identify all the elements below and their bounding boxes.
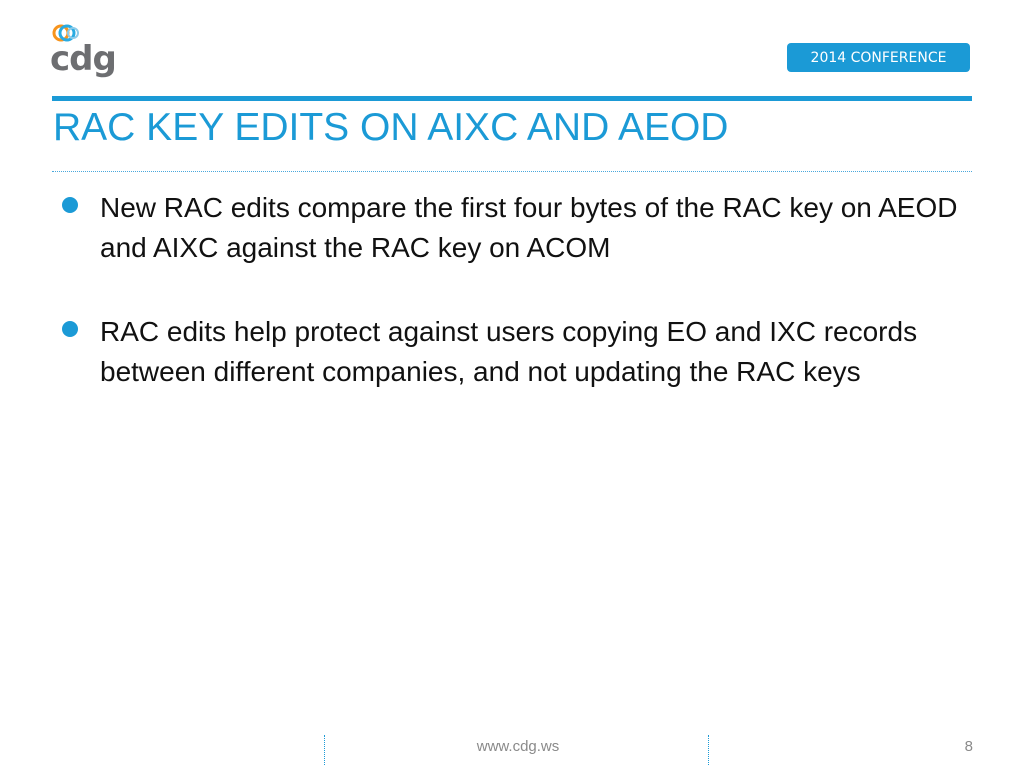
- bullet-text: RAC edits help protect against users copying EO and IXC records between different companies, and not updating the RAC keys: [100, 316, 918, 387]
- slide-title: RAC KEY EDITS ON AIXC AND AEOD: [53, 106, 729, 149]
- bullet-text: New RAC edits compare the first four bytes of the RAC key on AEOD and AIXC against the RAC key on ACOM: [100, 192, 958, 263]
- bullet-dot-icon: [62, 321, 78, 337]
- bullet-dot-icon: [62, 197, 78, 213]
- footer-separator-left: [324, 735, 325, 765]
- footer-separator-right: [708, 735, 709, 765]
- conference-badge: 2014 CONFERENCE: [787, 43, 970, 72]
- footer-url: www.cdg.ws: [476, 738, 560, 755]
- bullet-item: [62, 312, 962, 392]
- bullet-list: [62, 188, 962, 436]
- header-rule: [52, 96, 972, 101]
- bullet-item: [62, 188, 962, 268]
- logo-text: cdg: [50, 39, 116, 79]
- title-divider: [52, 171, 972, 172]
- cdg-logo: [50, 22, 120, 82]
- page-number: 8: [964, 738, 973, 755]
